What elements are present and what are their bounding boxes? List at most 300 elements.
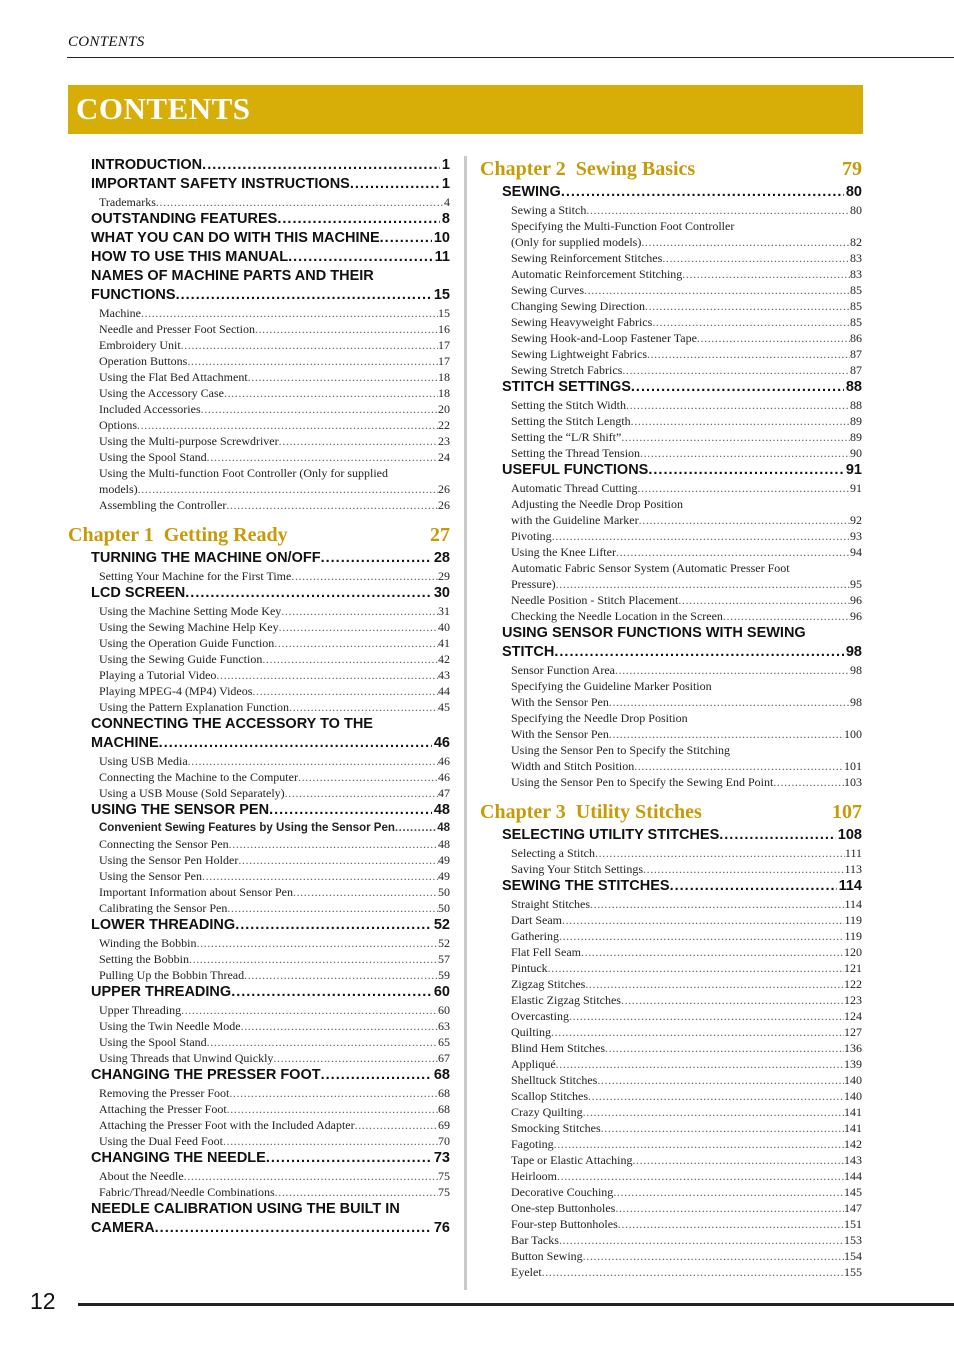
toc-page-number: 15: [438, 306, 450, 320]
toc-entry[interactable]: [99, 967, 450, 983]
leader-dots: [631, 413, 850, 429]
toc-entry[interactable]: [511, 678, 862, 710]
leader-dots: [556, 1056, 844, 1072]
toc-page-number: 141: [844, 1121, 862, 1135]
leader-dots: [229, 1085, 438, 1101]
toc-entry[interactable]: [511, 282, 862, 298]
toc-entry[interactable]: [511, 1008, 862, 1024]
toc-entry[interactable]: [99, 1002, 450, 1018]
toc-entry[interactable]: [91, 1149, 450, 1168]
toc-entry-row: [511, 1152, 862, 1168]
toc-page-number: 26: [438, 498, 450, 512]
toc-entry[interactable]: [511, 314, 862, 330]
toc-entry-row: [99, 967, 450, 983]
toc-entry-title: Using the Operation Guide Function: [99, 636, 275, 650]
leader-dots: [197, 935, 438, 951]
toc-entry-row: [99, 603, 450, 619]
chapter-1-heading[interactable]: [68, 522, 450, 548]
toc-entry[interactable]: [511, 1024, 862, 1040]
toc-entry[interactable]: [99, 651, 450, 667]
toc-entry[interactable]: [99, 935, 450, 951]
toc-page-number: 50: [438, 885, 450, 899]
toc-entry[interactable]: [511, 845, 862, 861]
toc-entry[interactable]: [511, 944, 862, 960]
toc-entry[interactable]: [99, 603, 450, 619]
toc-entry-title: Blind Hem Stitches: [511, 1041, 605, 1055]
toc-entry-title: Using the Sewing Guide Function: [99, 652, 263, 666]
leader-dots: [556, 576, 850, 592]
leader-dots: [252, 683, 438, 699]
toc-page-number: 98: [850, 695, 862, 709]
toc-page-number: 40: [438, 620, 450, 634]
toc-entry-row: [511, 912, 862, 928]
leader-dots: [643, 861, 844, 877]
toc-entry-row: [511, 992, 862, 1008]
toc-entry-title: Setting the Thread Tension: [511, 446, 641, 460]
toc-entry[interactable]: [91, 1200, 450, 1238]
toc-entry[interactable]: [511, 1152, 862, 1168]
toc-entry-row: [511, 896, 862, 912]
toc-entry-row: [99, 1101, 450, 1117]
toc-entry[interactable]: [99, 753, 450, 769]
toc-entry-title-line: Specifying the Guideline Marker Position: [511, 679, 712, 693]
toc-entry[interactable]: [511, 346, 862, 362]
toc-entry-title: USING THE SENSOR PEN: [91, 802, 270, 818]
leader-dots: [380, 229, 432, 248]
toc-entry-title: Tape or Elastic Attaching: [511, 1153, 633, 1167]
toc-entry[interactable]: [91, 248, 450, 267]
toc-entry[interactable]: [511, 362, 862, 378]
toc-entry[interactable]: [99, 785, 450, 801]
toc-entry-row: [91, 549, 450, 568]
toc-page-number: 50: [438, 901, 450, 915]
toc-entry[interactable]: [91, 267, 450, 305]
toc-entry-title: Selecting a Stitch: [511, 846, 595, 860]
contents-banner: [68, 85, 863, 134]
toc-entry[interactable]: [511, 1200, 862, 1216]
toc-entry[interactable]: [91, 715, 450, 753]
toc-entry[interactable]: [511, 429, 862, 445]
toc-entry[interactable]: [511, 496, 862, 528]
toc-entry[interactable]: [91, 1066, 450, 1085]
leader-dots: [285, 785, 438, 801]
toc-entry[interactable]: [99, 465, 450, 497]
leader-dots: [682, 266, 850, 282]
toc-page-number: 44: [438, 684, 450, 698]
toc-entry-row: [511, 202, 862, 218]
toc-page-number: 83: [850, 267, 862, 281]
leader-dots: [235, 916, 432, 935]
toc-entry[interactable]: [511, 1184, 862, 1200]
toc-entry[interactable]: [99, 951, 450, 967]
toc-page-number: 67: [438, 1051, 450, 1065]
toc-entry-row: [91, 734, 450, 753]
toc-entry-row: [511, 608, 862, 624]
toc-entry[interactable]: [511, 480, 862, 496]
toc-entry[interactable]: [99, 1117, 450, 1133]
toc-entry-title: Sewing Curves: [511, 283, 584, 297]
toc-entry[interactable]: [91, 210, 450, 229]
toc-entry[interactable]: [511, 202, 862, 218]
toc-page-number: 49: [438, 853, 450, 867]
toc-entry[interactable]: [511, 1088, 862, 1104]
toc-entry-row: [99, 1117, 450, 1133]
toc-entry-title: Sewing Heavyweight Fabrics: [511, 315, 653, 329]
toc-entry[interactable]: [99, 497, 450, 513]
toc-entry-title: LCD SCREEN: [91, 585, 186, 601]
toc-page-number: 1: [441, 176, 450, 192]
leader-dots: [590, 896, 844, 912]
toc-entry-row: [502, 378, 862, 397]
toc-entry-row: [91, 801, 450, 820]
toc-entry[interactable]: [99, 820, 450, 836]
toc-entry[interactable]: [99, 1085, 450, 1101]
toc-page-number: 87: [850, 347, 862, 361]
toc-entry[interactable]: [99, 385, 450, 401]
toc-entry-row: [511, 861, 862, 877]
leader-dots: [273, 1050, 438, 1066]
toc-entry[interactable]: [511, 992, 862, 1008]
leader-dots: [189, 951, 438, 967]
toc-entry-title: Sensor Function Area: [511, 663, 615, 677]
toc-entry-row: [511, 1136, 862, 1152]
leader-dots: [586, 202, 850, 218]
toc-entry-title: Options: [99, 418, 138, 432]
toc-page-number: 85: [850, 283, 862, 297]
toc-entry[interactable]: [511, 592, 862, 608]
toc-page-number: 100: [844, 727, 862, 741]
toc-page-number: 96: [850, 593, 862, 607]
toc-entry[interactable]: [99, 683, 450, 699]
toc-entry-title: Shelltuck Stitches: [511, 1073, 598, 1087]
toc-page-number: 89: [850, 414, 862, 428]
toc-entry[interactable]: [99, 305, 450, 321]
toc-entry-row: [511, 758, 862, 774]
toc-entry-row: [99, 900, 450, 916]
chapter-3-heading[interactable]: [480, 799, 862, 825]
toc-entry[interactable]: [99, 337, 450, 353]
toc-entry[interactable]: [99, 900, 450, 916]
toc-page-number: 91: [850, 481, 862, 495]
chapter-page: 27: [430, 524, 450, 546]
toc-entry-row: [99, 868, 450, 884]
toc-entry-row: [511, 1168, 862, 1184]
chapter-page: 79: [842, 158, 862, 180]
leader-dots: [202, 868, 438, 884]
toc-page-number: 68: [438, 1102, 450, 1116]
toc-page-number: 122: [844, 977, 862, 991]
toc-page-number: 75: [438, 1169, 450, 1183]
toc-entry-title: Bar Tacks: [511, 1233, 559, 1247]
toc-entry-row: [99, 385, 450, 401]
toc-entry-title: Needle and Presser Foot Section: [99, 322, 255, 336]
toc-entry[interactable]: [511, 1040, 862, 1056]
toc-entry-row: [511, 346, 862, 362]
toc-entry[interactable]: [99, 769, 450, 785]
toc-page-number: 87: [850, 363, 862, 377]
toc-entry-title: Upper Threading: [99, 1003, 182, 1017]
leader-dots: [637, 480, 850, 496]
toc-entry[interactable]: [511, 1248, 862, 1264]
toc-page-number: 70: [438, 1134, 450, 1148]
toc-entry-title: FUNCTIONS: [91, 287, 176, 303]
toc-entry-title: Connecting the Machine to the Computer: [99, 770, 298, 784]
toc-page-number: 48: [438, 837, 450, 851]
toc-entry[interactable]: [99, 369, 450, 385]
toc-entry[interactable]: [511, 1216, 862, 1232]
toc-entry[interactable]: [511, 896, 862, 912]
toc-entry[interactable]: [99, 852, 450, 868]
toc-entry[interactable]: [511, 861, 862, 877]
toc-entry-row: [91, 286, 450, 305]
toc-entry-row: [511, 1024, 862, 1040]
toc-entry[interactable]: [99, 667, 450, 683]
toc-entry-title: Removing the Presser Foot: [99, 1086, 230, 1100]
leader-dots: [201, 401, 438, 417]
toc-entry[interactable]: [511, 976, 862, 992]
toc-entry[interactable]: [99, 321, 450, 337]
toc-page-number: 23: [438, 434, 450, 448]
toc-entry[interactable]: [502, 624, 862, 662]
toc-entry[interactable]: [91, 175, 450, 194]
toc-entry-title: Automatic Reinforcement Stitching: [511, 267, 683, 281]
toc-entry[interactable]: [511, 1264, 862, 1280]
toc-page-number: 140: [844, 1089, 862, 1103]
toc-page-number: 48: [433, 802, 450, 818]
toc-page-number: 85: [850, 299, 862, 313]
toc-page-number: 153: [844, 1233, 862, 1247]
toc-page-number: 143: [844, 1153, 862, 1167]
leader-dots: [542, 1264, 844, 1280]
toc-entry-title: Trademarks: [99, 195, 156, 209]
toc-entry[interactable]: [511, 330, 862, 346]
toc-entry-title: Included Accessories: [99, 402, 201, 416]
toc-entry[interactable]: [511, 1136, 862, 1152]
toc-entry[interactable]: [502, 378, 862, 397]
leader-dots: [279, 619, 438, 635]
toc-entry[interactable]: [511, 662, 862, 678]
toc-entry-row: [91, 916, 450, 935]
toc-page-number: 49: [438, 869, 450, 883]
chapter-2-heading[interactable]: [480, 156, 862, 182]
toc-entry-title: INTRODUCTION: [91, 157, 203, 173]
toc-entry-row: [511, 429, 862, 445]
leader-dots: [645, 298, 850, 314]
leader-dots: [241, 1018, 438, 1034]
leader-dots: [561, 183, 844, 202]
toc-entry[interactable]: [99, 884, 450, 900]
toc-entry[interactable]: [91, 549, 450, 568]
toc-entry-title: Pulling Up the Bobbin Thread: [99, 968, 245, 982]
toc-entry-title: Elastic Zigzag Stitches: [511, 993, 621, 1007]
toc-page-number: 20: [438, 402, 450, 416]
toc-entry[interactable]: [511, 298, 862, 314]
toc-entry-title: Using a USB Mouse (Sold Separately): [99, 786, 285, 800]
toc-entry[interactable]: [511, 1120, 862, 1136]
toc-entry[interactable]: [511, 413, 862, 429]
toc-entry[interactable]: [511, 397, 862, 413]
toc-entry[interactable]: [99, 1101, 450, 1117]
toc-entry[interactable]: [511, 560, 862, 592]
toc-section-chapter-2: [480, 183, 862, 790]
toc-page-number: 43: [438, 668, 450, 682]
toc-entry-title: Dart Seam: [511, 913, 562, 927]
toc-entry[interactable]: [99, 417, 450, 433]
leader-dots: [395, 820, 437, 836]
toc-entry[interactable]: [511, 528, 862, 544]
toc-entry-row: [91, 1066, 450, 1085]
toc-page-number: 89: [850, 430, 862, 444]
leader-dots: [626, 397, 850, 413]
toc-page-number: 52: [438, 936, 450, 950]
leader-dots: [188, 753, 438, 769]
toc-entry[interactable]: [99, 568, 450, 584]
toc-entry-title: Quilting: [511, 1025, 552, 1039]
toc-entry[interactable]: [511, 266, 862, 282]
toc-entry-title: Using the Sensor Pen: [99, 869, 202, 883]
leader-dots: [773, 774, 844, 790]
toc-entry-title: CHANGING THE PRESSER FOOT: [91, 1067, 321, 1083]
toc-entry[interactable]: [99, 194, 450, 210]
toc-entry[interactable]: [511, 250, 862, 266]
toc-entry[interactable]: [91, 916, 450, 935]
toc-entry[interactable]: [511, 544, 862, 560]
toc-entry[interactable]: [99, 1133, 450, 1149]
chapter-page: 107: [832, 801, 862, 823]
toc-entry-row: [511, 512, 862, 528]
toc-entry[interactable]: [511, 1168, 862, 1184]
toc-entry-row: [511, 845, 862, 861]
toc-entry[interactable]: [502, 183, 862, 202]
toc-entry-row: [511, 1088, 862, 1104]
leader-dots: [552, 528, 850, 544]
toc-entry[interactable]: [99, 836, 450, 852]
toc-entry[interactable]: [99, 1050, 450, 1066]
toc-entry-row: [99, 836, 450, 852]
toc-entry[interactable]: [91, 801, 450, 820]
toc-entry-title: Using the Pattern Explanation Function: [99, 700, 289, 714]
toc-entry[interactable]: [502, 826, 862, 845]
toc-entry-row: [511, 1216, 862, 1232]
toc-entry-title: TURNING THE MACHINE ON/OFF: [91, 550, 321, 566]
toc-page-number: 147: [844, 1201, 862, 1215]
toc-entry[interactable]: [99, 1034, 450, 1050]
toc-entry-row: [99, 497, 450, 513]
toc-entry[interactable]: [511, 710, 862, 742]
toc-entry-title: OUTSTANDING FEATURES: [91, 211, 278, 227]
toc-entry-row: [502, 183, 862, 202]
leader-dots: [559, 1232, 844, 1248]
toc-entry[interactable]: [91, 584, 450, 603]
toc-entry[interactable]: [99, 401, 450, 417]
toc-entry[interactable]: [99, 868, 450, 884]
toc-entry[interactable]: [511, 218, 862, 250]
toc-entry[interactable]: [511, 445, 862, 461]
toc-entry[interactable]: [99, 619, 450, 635]
leader-dots: [652, 314, 850, 330]
toc-entry[interactable]: [91, 983, 450, 1002]
toc-page-number: 151: [844, 1217, 862, 1231]
toc-entry[interactable]: [511, 1056, 862, 1072]
toc-entry-row: [511, 576, 862, 592]
toc-entry-row: [91, 210, 450, 229]
toc-entry-title: Using USB Media: [99, 754, 188, 768]
column-divider: [464, 156, 467, 1290]
leader-dots: [585, 976, 844, 992]
toc-entry-title: Pintuck: [511, 961, 548, 975]
toc-entry[interactable]: [511, 928, 862, 944]
leader-dots: [583, 1104, 844, 1120]
toc-entry-title: Sewing Lightweight Fabrics: [511, 347, 647, 361]
toc-page-number: 136: [844, 1041, 862, 1055]
leader-dots: [277, 210, 440, 229]
toc-page-number: 15: [433, 287, 450, 303]
toc-entry[interactable]: [91, 156, 450, 175]
toc-entry[interactable]: [99, 635, 450, 651]
toc-entry[interactable]: [91, 229, 450, 248]
toc-entry-title: Setting the Bobbin: [99, 952, 189, 966]
toc-page-number: 31: [438, 604, 450, 618]
toc-section-chapter-3: [480, 826, 862, 1280]
toc-entry[interactable]: [511, 1072, 862, 1088]
toc-entry[interactable]: [99, 699, 450, 715]
toc-entry-title: Using the Spool Stand: [99, 450, 207, 464]
toc-entry[interactable]: [99, 449, 450, 465]
toc-page-number: 119: [844, 913, 862, 927]
toc-entry[interactable]: [511, 1232, 862, 1248]
toc-entry[interactable]: [511, 608, 862, 624]
toc-page-number: 60: [438, 1003, 450, 1017]
toc-entry[interactable]: [99, 433, 450, 449]
toc-entry-row: [511, 726, 862, 742]
toc-entry-title: SEWING THE STITCHES: [502, 878, 670, 894]
toc-page-number: 154: [844, 1249, 862, 1263]
leader-dots: [639, 512, 850, 528]
toc-page-number: 119: [844, 929, 862, 943]
toc-entry[interactable]: [511, 742, 862, 774]
toc-entry-row: [99, 820, 450, 836]
toc-entry-title: Overcasting: [511, 1009, 569, 1023]
toc-entry-row: [511, 1072, 862, 1088]
toc-entry[interactable]: [511, 960, 862, 976]
toc-entry[interactable]: [502, 461, 862, 480]
leader-dots: [223, 1133, 438, 1149]
leader-dots: [176, 286, 432, 305]
toc-entry[interactable]: [99, 1168, 450, 1184]
toc-entry-title: Connecting the Sensor Pen: [99, 837, 229, 851]
toc-entry[interactable]: [99, 353, 450, 369]
toc-page-number: 93: [850, 529, 862, 543]
toc-entry[interactable]: [502, 877, 862, 896]
toc-entry-row: [511, 445, 862, 461]
leader-dots: [350, 175, 440, 194]
toc-page-number: 26: [438, 482, 450, 496]
toc-entry-title: Setting Your Machine for the First Time: [99, 569, 292, 583]
toc-entry-title-line: CONNECTING THE ACCESSORY TO THE: [91, 716, 373, 732]
leader-dots: [615, 1200, 844, 1216]
leader-dots: [584, 282, 850, 298]
leader-dots: [615, 662, 850, 678]
toc-entry[interactable]: [511, 774, 862, 790]
toc-entry[interactable]: [511, 1104, 862, 1120]
toc-entry-row: [99, 353, 450, 369]
toc-entry-title-line: NAMES OF MACHINE PARTS AND THEIR: [91, 268, 374, 284]
toc-entry[interactable]: [511, 912, 862, 928]
toc-entry[interactable]: [99, 1018, 450, 1034]
toc-entry[interactable]: [99, 1184, 450, 1200]
toc-entry-title-line: NEEDLE CALIBRATION USING THE BUILT IN: [91, 1201, 400, 1217]
toc-entry-row: [91, 584, 450, 603]
